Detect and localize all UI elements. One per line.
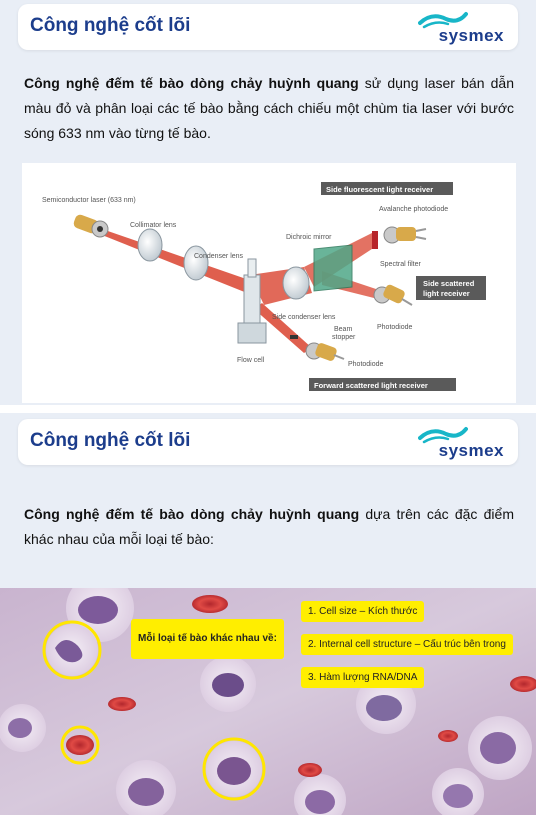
blood-cell-illustration — [0, 588, 536, 815]
sysmex-logo-text: sysmex — [438, 26, 504, 45]
section2-para-bold: Công nghệ đếm tế bào dòng chảy huỳnh quang — [24, 506, 360, 522]
label-side-fluor: Side fluorescent light receiver — [326, 185, 434, 194]
sysmex-logo — [408, 10, 504, 46]
label-dichroic: Dichroic mirror — [286, 234, 332, 241]
label-side-scatter-2: light receiver — [423, 289, 470, 298]
label-beam-stopper-1: Beam — [334, 326, 353, 333]
section2-header — [18, 419, 518, 465]
label-side-condenser: Side condenser lens — [272, 314, 336, 321]
label-collimator: Collimator lens — [130, 222, 177, 229]
label-avalanche: Avalanche photodiode — [379, 206, 449, 213]
condenser-lens-icon — [184, 246, 208, 280]
label-beam-stopper-2: stopper — [332, 334, 356, 341]
callout-heading: Mỗi loại tế bào khác nhau về: — [131, 619, 284, 659]
label-condenser: Condenser lens — [194, 253, 244, 260]
side-condenser-lens-icon — [283, 267, 309, 299]
section2-paragraph — [24, 502, 514, 552]
section1-header — [18, 4, 518, 50]
red-blood-cell — [438, 730, 458, 742]
section1-para-bold: Công nghệ đếm tế bào dòng chảy huỳnh quang — [24, 75, 359, 91]
label-spectral: Spectral filter — [380, 261, 421, 268]
semiconductor-laser-icon — [72, 213, 108, 237]
red-blood-cell — [298, 763, 322, 777]
label-forward: Forward scattered light receiver — [314, 381, 428, 390]
optical-diagram-svg — [22, 163, 516, 403]
side-photodiode-icon — [374, 283, 412, 305]
collimator-lens-icon — [138, 229, 162, 261]
laser-beam-main — [102, 229, 252, 295]
spectral-filter-icon — [372, 231, 378, 249]
label-laser: Semiconductor laser (633 nm) — [42, 197, 136, 204]
optical-diagram — [22, 163, 516, 403]
label-side-scatter-1: Side scattered — [423, 279, 475, 288]
section2-para-rest: dựa trên các đặc điểm khác nhau của mỗi loại tế bào: — [24, 506, 514, 547]
red-blood-cell — [66, 735, 94, 755]
callout-item-2: 2. Internal cell structure – Cấu trúc bên trong — [301, 634, 513, 655]
label-photodiode-side: Photodiode — [377, 324, 413, 331]
label-flow-cell: Flow cell — [237, 357, 265, 364]
sysmex-logo-text-2: sysmex — [438, 441, 504, 460]
sysmex-logo-2 — [408, 425, 504, 461]
section-divider — [0, 405, 536, 413]
callout-item-3: 3. Hàm lượng RNA/DNA — [301, 667, 424, 688]
section2-title: Công nghệ cốt lõi — [30, 430, 191, 451]
section1-para-rest: sử dụng laser bán dẫn màu đỏ và phân loại các tế bào bằng cách chiếu một chùm tia laser với bước sóng 633 nm vào từng tế bào. — [24, 75, 514, 141]
white-blood-cell — [0, 704, 46, 752]
forward-photodiode-icon — [306, 342, 344, 362]
beam-stopper-icon — [290, 335, 298, 339]
section1-title: Công nghệ cốt lõi — [30, 15, 191, 36]
white-blood-cell — [468, 716, 532, 780]
flow-cell-icon — [238, 259, 266, 343]
dichroic-mirror-icon — [314, 245, 352, 291]
section1-paragraph — [24, 71, 514, 146]
white-blood-cell — [200, 656, 256, 712]
red-blood-cell — [108, 697, 136, 711]
white-blood-cell — [206, 741, 262, 797]
red-blood-cell — [192, 595, 228, 613]
avalanche-photodiode-icon — [384, 227, 426, 243]
white-blood-cell — [46, 624, 98, 676]
callout-item-1: 1. Cell size – Kích thước — [301, 601, 424, 622]
label-photodiode-fwd: Photodiode — [348, 361, 384, 368]
